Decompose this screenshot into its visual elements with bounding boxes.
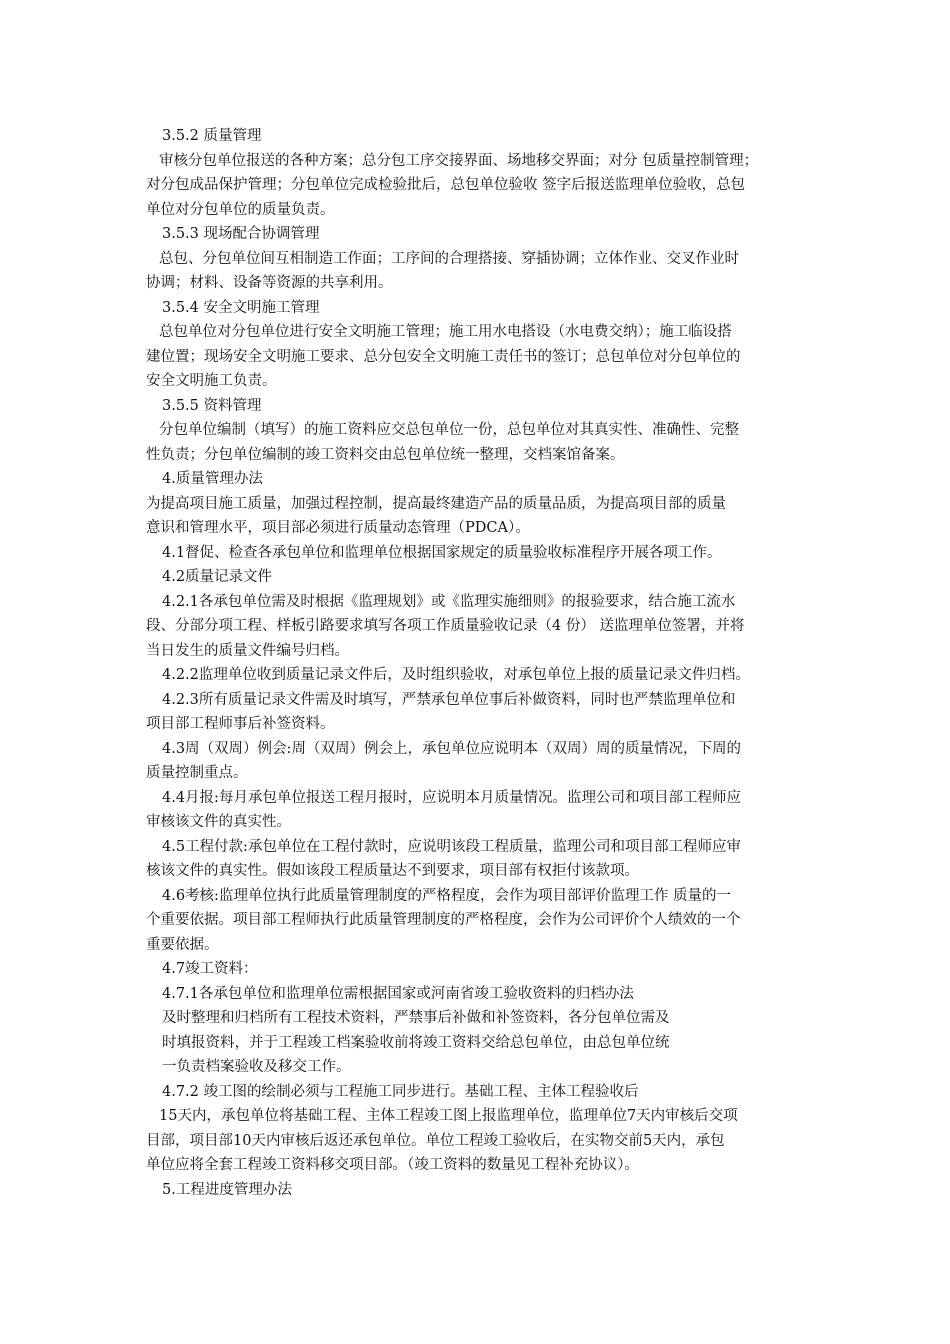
text-line: 时填报资料，并于工程竣工档案验收前将竣工资料交给总包单位，由总包单位统	[162, 1034, 670, 1051]
text-line: 4.7竣工资料：	[162, 961, 258, 977]
text-line: 3.5.4 安全文明施工管理	[162, 299, 320, 316]
text-line: 15天内，承包单位将基础工程、主体工程竣工图上报监理单位，监理单位7天内审核后交项	[159, 1108, 738, 1124]
text-line: 性负责；分包单位编制的竣工资料交由总包单位统一整理，交档案馆备案。	[146, 446, 625, 463]
text-line: 审核分包单位报送的各种方案；总分包工序交接界面、场地移交界面；对分 包质量控制管理；	[159, 152, 759, 169]
text-line: 安全文明施工负责。	[146, 373, 277, 389]
text-line: 当日发生的质量文件编号归档。	[146, 642, 349, 659]
text-line: 4.2.2监理单位收到质量记录文件后，及时组织验收，对承包单位上报的质量记录文件归档。	[162, 667, 750, 683]
text-line: 单位应将全套工程竣工资料移交项目部。（竣工资料的数量见工程补充协议）。	[146, 1157, 639, 1173]
text-line: 核该文件的真实性。假如该段工程质量达不到要求，项目部有权拒付该款项。	[146, 863, 639, 879]
text-line: 3.5.2 质量管理	[162, 128, 262, 144]
text-line: 5.工程进度管理办法	[162, 1181, 292, 1198]
text-line: 一负责档案验收及移交工作。	[162, 1059, 351, 1075]
text-line: 个重要依据。项目部工程师执行此质量管理制度的严格程度，会作为公司评价个人绩效的一个	[146, 912, 741, 928]
text-line: 分包单位编制（填写）的施工资料应交总包单位一份，总包单位对其真实性、准确性、完整	[159, 422, 739, 438]
text-line: 对分包成品保护管理；分包单位完成检验批后，总包单位验收 签字后报送监理单位验收，总包	[146, 177, 746, 193]
text-line: 4.6考核:监理单位执行此质量管理制度的严格程度，会作为项目部评价监理工作 质量的一	[162, 887, 732, 904]
text-line: 审核该文件的真实性。	[146, 814, 291, 830]
text-line: 4.2.1各承包单位需及时根据《监理规划》或《监理实施细则》的报验要求，结合施工流水	[162, 593, 736, 610]
text-line: 为提高项目施工质量，加强过程控制，提高最终建造产品的质量品质，为提高项目部的质量	[146, 495, 726, 512]
text-line: 4.1督促、检查各承包单位和监理单位根据国家规定的质量验收标准程序开展各项工作。	[162, 544, 722, 561]
text-line: 4.质量管理办法	[162, 471, 263, 487]
text-line: 3.5.5 资料管理	[162, 397, 262, 414]
text-line: 4.2质量记录文件	[162, 569, 273, 585]
text-line: 重要依据。	[146, 936, 219, 953]
text-line: 4.7.2 竣工图的绘制必须与工程施工同步进行。基础工程、主体工程验收后	[162, 1083, 639, 1100]
text-line: 4.2.3所有质量记录文件需及时填写，严禁承包单位事后补做资料，同时也严禁监理单位和	[162, 691, 736, 708]
text-line: 建位置；现场安全文明施工要求、总分包安全文明施工责任书的签订；总包单位对分包单位的	[146, 348, 741, 365]
text-line: 总包、分包单位间互相制造工作面；工序间的合理搭接、穿插协调；立体作业、交叉作业时	[159, 250, 739, 267]
text-line: 4.3周（双周）例会:周（双周）例会上，承包单位应说明本（双周）周的质量情况，下周的	[162, 740, 741, 757]
text-line: 4.5工程付款:承包单位在工程付款时，应说明该段工程质量，监理公司和项目部工程师应审	[162, 838, 741, 855]
text-line: 段、分部分项工程、样板引路要求填写各项工作质量验收记录（4 份） 送监理单位签署，并将	[146, 618, 745, 634]
text-line: 单位对分包单位的质量负责。	[146, 201, 335, 218]
text-line: 及时整理和归档所有工程技术资料，严禁事后补做和补签资料，各分包单位需及	[162, 1010, 670, 1026]
text-line: 3.5.3 现场配合协调管理	[162, 226, 320, 242]
text-line: 意识和管理水平，项目部必须进行质量动态管理（PDCA）。	[146, 520, 530, 536]
document-body	[146, 124, 806, 1202]
text-line: 质量控制重点。	[146, 765, 248, 781]
text-line: 项目部工程师事后补签资料。	[146, 716, 335, 732]
text-line: 4.7.1各承包单位和监理单位需根据国家或河南省竣工验收资料的归档办法	[162, 985, 634, 1002]
text-line: 协调；材料、设备等资源的共享利用。	[146, 275, 393, 291]
text-line: 总包单位对分包单位进行安全文明施工管理；施工用水电搭设（水电费交纳）；施工临设搭	[159, 324, 732, 340]
text-line: 目部，项目部10天内审核后返还承包单位。单位工程竣工验收后，在实物交前5天内，承包	[146, 1132, 725, 1149]
text-line: 4.4月报:每月承包单位报送工程月报时，应说明本月质量情况。监理公司和项目部工程师应	[162, 789, 741, 806]
